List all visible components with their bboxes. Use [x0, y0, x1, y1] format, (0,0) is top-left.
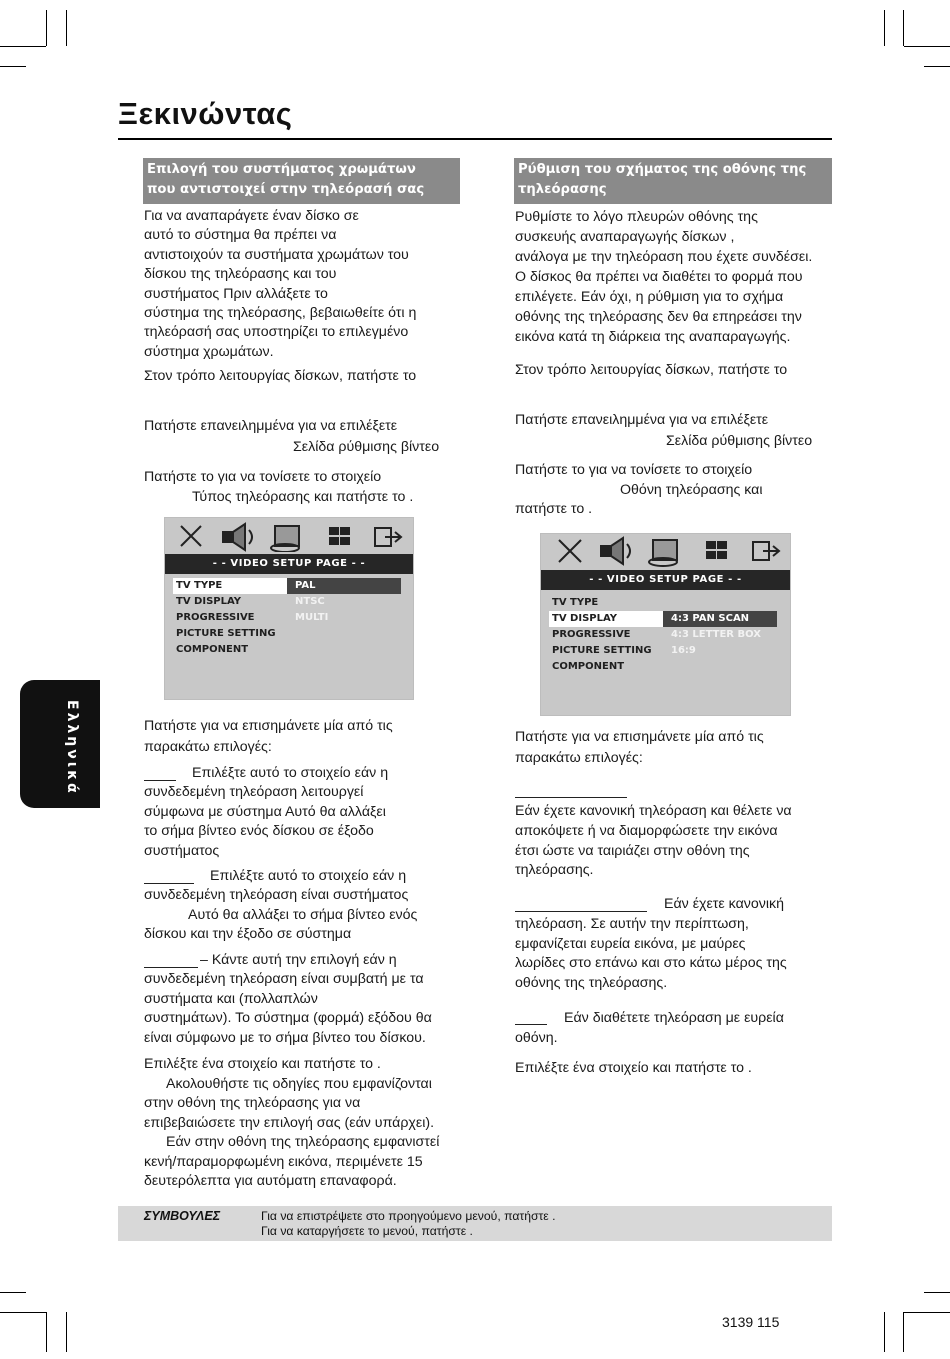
- crop-mark: [904, 1312, 950, 1313]
- text-line: Ο δίσκος θα πρέπει να διαθέτει το φορμά που: [515, 269, 803, 285]
- text-line: Για να αναπαράγετε έναν δίσκο σε: [144, 208, 359, 224]
- text-line: λωρίδες στο επάνω και στο κάτω μέρος της: [515, 955, 787, 972]
- menu-item-tv-type[interactable]: TV TYPE: [552, 597, 599, 608]
- menu-title-bar: - - VIDEO SETUP PAGE - -: [541, 570, 790, 590]
- crop-mark: [903, 1312, 904, 1352]
- text-line: επιλέγετε. Εάν όχι, η ρύθμιση για το σχήμα: [515, 289, 784, 305]
- menu-item-tv-display[interactable]: TV DISPLAY: [549, 611, 664, 627]
- right-step-1: Στον τρόπο λειτουργίας δίσκων, πατήστε το: [515, 362, 788, 378]
- text-line: στην οθόνη της τηλεόρασης για να: [144, 1095, 361, 1112]
- tips-label: ΣΥΜΒΟΥΛΕΣ: [144, 1209, 221, 1223]
- text-line: αντιστοιχούν τα συστήματα χρωμάτων του: [144, 246, 409, 263]
- menu-title-bar: - - VIDEO SETUP PAGE - -: [165, 554, 413, 574]
- left-step-5: Επιλέξτε ένα στοιχείο και πατήστε το .: [144, 1056, 381, 1072]
- tips-line-2: Για να καταργήσετε το μενού, πατήστε .: [261, 1224, 473, 1238]
- text-line: Εάν διαθέτετε τηλεόραση με ευρεία: [564, 1010, 784, 1026]
- menu-item-component[interactable]: COMPONENT: [176, 644, 249, 655]
- left-option-3: [144, 951, 432, 1048]
- crop-mark: [924, 66, 950, 67]
- left-option-2: [144, 867, 417, 945]
- text-line: συστημάτων). Το σύστημα (φορμά) εξόδου θα: [144, 1010, 432, 1027]
- menu-option-16-9[interactable]: 16:9: [671, 645, 696, 656]
- text-line: αποκόψετε ή να διαμορφώσετε την εικόνα: [515, 822, 778, 839]
- right-intro: [515, 207, 812, 347]
- menu-option-4-3-pan-scan[interactable]: 4:3 PAN SCAN: [663, 611, 777, 627]
- text-line: σύστημα χρωμάτων.: [144, 343, 274, 360]
- page-number: 3139 115: [722, 1314, 780, 1330]
- left-step-2-menu-name: Σελίδα ρύθμισης βίντεο: [293, 439, 440, 455]
- heading-line: Ρύθμιση του σχήματος της οθόνης της: [518, 162, 807, 177]
- text-line: Ακολουθήστε τις οδηγίες που εμφανίζονται: [166, 1076, 432, 1092]
- right-step-2-menu-name: Σελίδα ρύθμισης βίντεο: [666, 433, 813, 449]
- menu-option-pal[interactable]: PAL: [287, 578, 401, 594]
- text-line: Εάν στην οθόνη της τηλεόρασης εμφανιστεί: [166, 1134, 440, 1151]
- text-line: σύστημα της τηλεόρασης, βεβαιωθείτε ότι η: [144, 305, 417, 322]
- crop-mark: [0, 1312, 46, 1313]
- tips-box: [118, 1206, 832, 1241]
- video-setup-menu-tv-type: [164, 517, 414, 700]
- left-intro: [144, 207, 416, 362]
- text-line: είναι σύμφωνο με το σήμα βίντεο του δίσκου.: [144, 1029, 426, 1046]
- menu-option-4-3-letter-box[interactable]: 4:3 LETTER BOX: [671, 629, 761, 640]
- heading-line: που αντιστοιχεί στην τηλεόρασή σας: [147, 182, 425, 197]
- right-step-3: Πατήστε το για να τονίσετε το στοιχείο: [515, 462, 753, 478]
- crop-mark: [0, 1292, 26, 1293]
- crop-mark: [903, 10, 904, 46]
- crop-mark: [0, 66, 26, 67]
- option-underline: [515, 797, 627, 798]
- tips-line-1: Για να επιστρέψετε στο προηγούμενο μενού, πατήστε .: [261, 1209, 556, 1223]
- menu-item-component[interactable]: COMPONENT: [552, 661, 625, 672]
- menu-item-progressive[interactable]: PROGRESSIVE: [176, 612, 255, 623]
- heading-line: τηλεόρασης: [518, 182, 607, 197]
- right-step-3-item: Οθόνη τηλεόρασης και: [620, 482, 763, 498]
- crop-mark: [884, 1312, 885, 1352]
- text-line: ανάλογα με την τηλεόραση που έχετε συνδέσει.: [515, 249, 813, 265]
- right-option-1: [515, 802, 792, 881]
- text-line: Πατήστε για να επισημάνετε μία από τις: [515, 729, 764, 745]
- video-setup-menu-tv-display: [540, 533, 791, 716]
- text-line: εμφανίζεται ευρεία εικόνα, με μαύρες: [515, 935, 746, 952]
- menu-option-multi[interactable]: MULTI: [295, 612, 329, 623]
- right-step-4: [515, 727, 764, 769]
- crop-mark: [904, 46, 950, 47]
- text-line: παρακάτω επιλογές:: [515, 750, 643, 766]
- text-line: συστήματος Πριν αλλάξετε το: [144, 285, 328, 302]
- text-line: σύμφωνα με σύστημα Αυτό θα αλλάξει: [144, 803, 386, 820]
- right-step-2: Πατήστε επανειλημμένα για να επιλέξετε: [515, 412, 769, 428]
- left-step-1: Στον τρόπο λειτουργίας δίσκων, πατήστε το: [144, 368, 417, 384]
- menu-item-picture-setting[interactable]: PICTURE SETTING: [176, 628, 276, 639]
- text-line: παρακάτω επιλογές:: [144, 739, 272, 755]
- text-line: τηλεόραση. Σε αυτήν την περίπτωση,: [515, 915, 749, 932]
- left-step-3: Πατήστε το για να τονίσετε το στοιχείο: [144, 469, 382, 485]
- text-line: – Κάντε αυτή την επιλογή εάν η: [200, 952, 397, 968]
- crop-mark: [66, 1312, 67, 1352]
- right-section-heading: [514, 158, 832, 204]
- heading-line: Επιλογή του συστήματος χρωμάτων: [147, 162, 416, 177]
- text-line: επιβεβαιώσετε την επιλογή σας (εάν υπάρχει).: [144, 1114, 435, 1131]
- menu-option-ntsc[interactable]: NTSC: [295, 596, 325, 607]
- menu-item-tv-type[interactable]: TV TYPE: [173, 578, 288, 594]
- page-title: Ξεκινώντας: [118, 96, 293, 131]
- left-step-2: Πατήστε επανειλημμένα για να επιλέξετε: [144, 418, 398, 434]
- text-line: δίσκου της τηλεόρασης και του: [144, 266, 337, 283]
- text-line: συνδεδεμένη τηλεόραση είναι συμβατή με τα: [144, 971, 424, 988]
- left-option-1: [144, 764, 388, 861]
- text-line: έτσι ώστε να ταιριάζει στην οθόνη της: [515, 842, 750, 859]
- text-line: συνδεδεμένη τηλεόραση είναι συστήματος: [144, 887, 409, 904]
- text-line: δίσκου και την έξοδο σε σύστημα: [144, 926, 352, 943]
- menu-icon-bar: [165, 518, 413, 552]
- crop-mark: [0, 46, 46, 47]
- title-rule: [118, 138, 832, 140]
- right-option-2: [515, 895, 787, 994]
- text-line: συνδεδεμένη τηλεόραση λειτουργεί: [144, 784, 364, 801]
- text-line: τηλεόρασης.: [515, 862, 594, 879]
- crop-mark: [884, 10, 885, 46]
- text-line: συσκευής αναπαραγωγής δίσκων ,: [515, 229, 735, 245]
- menu-item-picture-setting[interactable]: PICTURE SETTING: [552, 645, 652, 656]
- right-option-3: [515, 1008, 784, 1048]
- text-line: το σήμα βίντεο ενός δίσκου σε έξοδο: [144, 823, 374, 840]
- text-line: Ρυθμίστε το λόγο πλευρών οθόνης της: [515, 209, 758, 225]
- text-line: συστήματα και (πολλαπλών: [144, 990, 318, 1007]
- text-line: Εάν έχετε κανονική τηλεόραση και θέλετε να: [515, 803, 792, 819]
- text-line: αυτό το σύστημα θα πρέπει να: [144, 227, 337, 244]
- text-line: εικόνα κατά τη διάρκεια της αναπαραγωγής.: [515, 329, 791, 345]
- crop-mark: [46, 10, 47, 46]
- text-line: οθόνης της τηλεόρασης δεν θα επηρεάσει την: [515, 309, 802, 325]
- crop-mark: [924, 1292, 950, 1293]
- text-line: συστήματος: [144, 842, 220, 859]
- right-step-5: Επιλέξτε ένα στοιχείο και πατήστε το .: [515, 1060, 752, 1076]
- crop-mark: [66, 10, 67, 46]
- language-side-tab-label: Ελληνικά: [64, 700, 80, 796]
- text-line: οθόνη.: [515, 1030, 558, 1046]
- right-step-3-end: πατήστε το .: [515, 501, 593, 517]
- text-line: οθόνης της τηλεόρασης.: [515, 975, 668, 992]
- crop-mark: [46, 1312, 47, 1352]
- text-line: τηλεόρασή σας υποστηρίζει το επιλεγμένο: [144, 324, 409, 341]
- text-line: κενή/παραμορφωμένη εικόνα, περιμένετε 15: [144, 1153, 423, 1170]
- menu-icon-bar: [541, 534, 790, 568]
- left-step-3-item: Τύπος τηλεόρασης και πατήστε το .: [192, 489, 414, 505]
- text-line: Εάν έχετε κανονική: [664, 896, 785, 912]
- text-line: Επιλέξτε αυτό το στοιχείο εάν η: [210, 868, 407, 884]
- left-step-4: [144, 716, 393, 758]
- left-section-heading: [143, 158, 460, 204]
- text-line: Πατήστε για να επισημάνετε μία από τις: [144, 718, 393, 734]
- left-notes: [144, 1075, 439, 1191]
- menu-item-tv-display[interactable]: TV DISPLAY: [176, 596, 241, 607]
- text-line: Επιλέξτε αυτό το στοιχείο εάν η: [192, 765, 389, 781]
- text-line: Αυτό θα αλλάξει το σήμα βίντεο ενός: [188, 906, 418, 923]
- text-line: δευτερόλεπτα για αυτόματη επαναφορά.: [144, 1173, 397, 1190]
- menu-item-progressive[interactable]: PROGRESSIVE: [552, 629, 631, 640]
